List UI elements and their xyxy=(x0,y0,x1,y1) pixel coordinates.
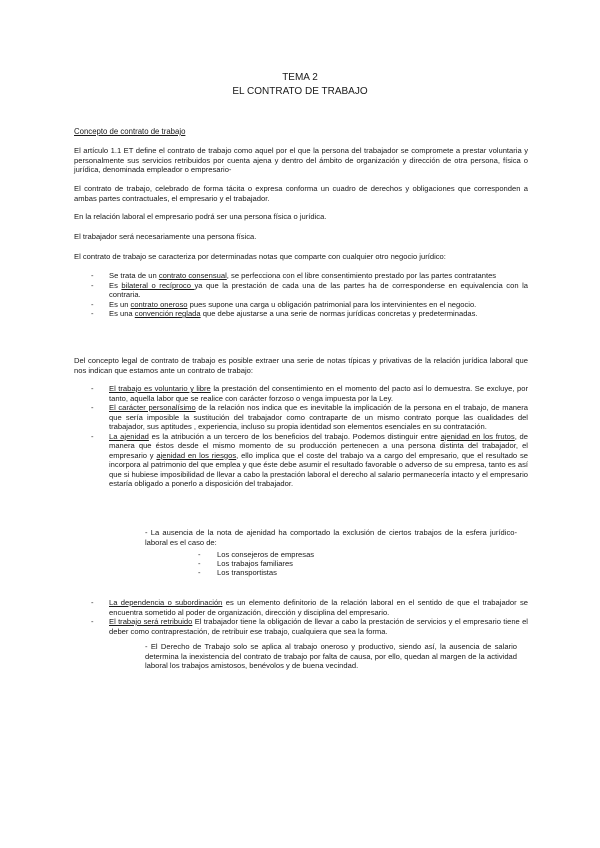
dash-bullet-icon: - xyxy=(91,384,94,393)
dependency-list xyxy=(74,598,528,636)
list-item: - Es un contrato oneroso pues supone una carga u obligación patrimonial para los intervinientes en el negocio. xyxy=(91,299,477,309)
dash-bullet-icon: - xyxy=(91,271,94,280)
key-term: La dependencia o subordinación xyxy=(109,598,223,607)
dash-bullet-icon: - xyxy=(91,617,94,626)
chapter-number: TEMA 2 xyxy=(282,72,318,83)
list-item: - El trabajo será retribuido El trabajador tiene la obligación de llevar a cabo la prestación de servicios y el empresario tiene el deber como contraprestación, de retribuir ese trabajo, cualquiera que sea la forma. xyxy=(91,617,528,636)
list-item: - Los consejeros de empresas xyxy=(198,550,315,559)
excluded-jobs-list xyxy=(198,550,314,577)
key-term: El trabajo será retribuido xyxy=(109,617,193,626)
list-item: - Es bilateral o recíproco ya que la prestación de cada una de las partes ha de corresponderse en equivalencia con la contraria. xyxy=(91,280,528,299)
dash-bullet-icon: - xyxy=(91,598,94,607)
document-title xyxy=(0,72,600,98)
dash-bullet-icon: - xyxy=(91,299,94,309)
key-term: El carácter personalísimo xyxy=(109,403,196,412)
typical-notes-list xyxy=(74,384,528,489)
dash-bullet-icon: - xyxy=(91,431,94,441)
section-heading: Concepto de contrato de trabajo xyxy=(74,127,186,136)
ajenidad-exclusion-note: - La ausencia de la nota de ajenidad ha comportado la exclusión de ciertos trabajos de la esfera jurídico-laboral es el caso de: xyxy=(145,528,517,547)
list-item: - La ajenidad es la atribución a un tercero de los beneficios del trabajo. Podemos distinguir entre ajenidad en los frutos, de manera que éstos desde el mismo momento de su producción pertenecen a una persona distinta del trabajador, el empresario y ajenidad en los riesgos, ello implica que el coste del trabajo va a cargo del empresario, que el resultado se incorpora al patrimonio del que emplea y que éste debe asumir el resultado favorable o adverso de su empresa, tanto es así que si hubiese imposibilidad de llevar a cabo la prestación laboral el derecho al salario permanecería intacto y el empresario estaría obligado a ponerlo a disposición del trabajador. xyxy=(91,431,528,488)
key-term: ajenidad en los frutos xyxy=(440,431,515,441)
list-item: - Los transportistas xyxy=(198,568,277,577)
paragraph-typical-notes: Del concepto legal de contrato de trabajo es posible extraer una serie de notas típicas y privativas de la relación jurídica laboral que nos indican que estamos ante un contrato de trabajo: xyxy=(74,356,528,375)
key-term: convención reglada xyxy=(134,309,201,318)
dash-bullet-icon: - xyxy=(198,559,201,568)
paragraph-characteristics: El contrato de trabajo se caracteriza por determinadas notas que comparte con cualquier otro negocio jurídico: xyxy=(74,252,446,261)
list-item: - La dependencia o subordinación es un elemento definitorio de la relación laboral en el sentido de que el trabajador se encuentra sometido al poder de organización, dirección y disciplina del empresario. xyxy=(91,598,528,617)
list-item: - Es una convención reglada que debe ajustarse a una serie de normas jurídicas concretas y predeterminadas. xyxy=(91,309,478,318)
paragraph-rights-obligations: El contrato de trabajo, celebrado de forma tácita o expresa conforma un cuadro de derechos y obligaciones que corresponden a ambas partes contractuales, el empresario y el trabajador. xyxy=(74,184,528,203)
list-item: - Los trabajos familiares xyxy=(198,559,293,568)
key-term: ajenidad en los riesgos xyxy=(156,450,237,460)
list-item: - Se trata de un contrato consensual, se perfecciona con el libre consentimiento prestado por las partes contratantes xyxy=(91,271,497,280)
dash-bullet-icon: - xyxy=(91,403,94,412)
dash-bullet-icon: - xyxy=(198,550,201,559)
dash-bullet-icon: - xyxy=(91,280,94,290)
paragraph-definition: El artículo 1.1 ET define el contrato de trabajo como aquel por el que la persona del trabajador se compromete a prestar voluntaria y personalmente sus servicios retribuidos por cuenta ajena y dentro del ámbito de organización y dirección de otra persona, física o jurídica, denominada empleador o empresario- xyxy=(74,146,528,174)
dash-bullet-icon: - xyxy=(91,309,94,318)
dash-bullet-icon: - xyxy=(198,568,201,577)
list-item: - El trabajo es voluntario y libre la prestación del consentimiento en el momento del pacto así lo demuestra. Se excluye, por tanto, aquella labor que se realice con carácter forzoso o venga impuesta por la Ley. xyxy=(91,384,528,403)
onerous-work-note: - El Derecho de Trabajo solo se aplica al trabajo oneroso y productivo, siendo así, la ausencia de salario determina la inexistencia del contrato de trabajo por falta de causa, por ello, quedan al margen de la actividad laboral los trabajos amistosos, benévolos y de buena vecindad. xyxy=(145,642,517,670)
key-term: contrato consensual xyxy=(158,271,227,280)
paragraph-worker: El trabajador será necesariamente una persona física. xyxy=(74,232,257,241)
key-term: contrato oneroso xyxy=(130,299,188,309)
characteristics-list xyxy=(74,271,528,319)
chapter-title: EL CONTRATO DE TRABAJO xyxy=(232,86,368,97)
key-term: La ajenidad xyxy=(109,431,149,441)
key-term: El trabajo es voluntario y libre xyxy=(109,384,211,393)
paragraph-employer: En la relación laboral el empresario podrá ser una persona física o jurídica. xyxy=(74,212,327,221)
list-item: - El carácter personalísimo de la relación nos indica que es inevitable la implicación de la persona en el trabajo, de manera que sería imposible la sustitución del trabajador como contraparte de un mismo contrato porque las cualidades del trabajador, sus aptitudes , experiencia, incluso su propia identidad son elementos esenciales en su contratación. xyxy=(91,403,528,431)
key-term: bilateral o recíproco xyxy=(121,280,195,290)
